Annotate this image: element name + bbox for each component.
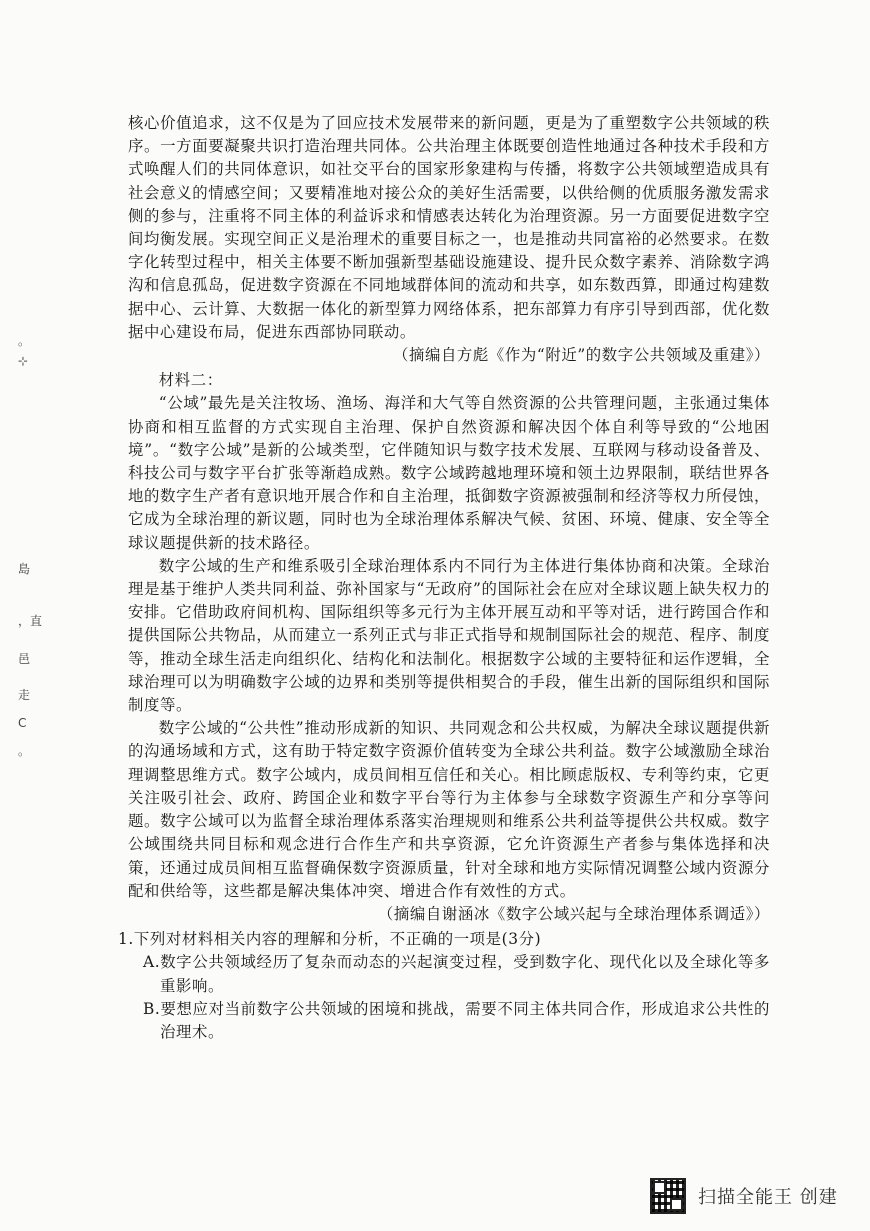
- question-stem: 1.下列对材料相关内容的理解和分析，不正确的一项是(3分): [118, 930, 542, 949]
- document-page: [118, 112, 770, 1044]
- material-two-paragraph-2: 数字公域的生产和维系吸引全球治理体系内不同行为主体进行集体协商和决策。全球治理是基于维护人类共同利益、弥补国家与“无政府”的国际社会在应对全球议题上缺失权力的安排。它借助政府间机构、国际组织等多元行为主体开展互动和平等对话，进行跨国合作和提供国际公共物品，从而建立一系列正式与非正式指导和规制国际社会的规范、程序、制度等，推动全球生活走向组织化、结构化和法制化。根据数字公域的主要特征和运作逻辑，全球治理可以为明确数字公域的边界和类别等提供相契合的手段，催生出新的国际组织和国际制度等。: [128, 556, 770, 715]
- margin-mark: 島: [18, 562, 31, 576]
- material-one-source: （摘编自方彪《作为“附近”的数字公共领域及重建》）: [392, 346, 770, 365]
- option-a: A.数字公共领域经历了复杂而动态的兴起演变过程，受到数字化、现代化以及全球化等多重影响。: [143, 953, 770, 995]
- qr-code-icon: [650, 1178, 686, 1214]
- scanner-watermark: [650, 1176, 860, 1216]
- margin-mark: ⊹: [18, 354, 29, 368]
- margin-mark: ，直: [18, 614, 43, 628]
- margin-mark: C: [18, 716, 27, 730]
- material-one-paragraph: 核心价值追求，这不仅是为了回应技术发展带来的新问题，更是为了重塑数字公共领域的秩序。一方面要凝聚共识打造治理共同体。公共治理主体既要创造性地通过各种技术手段和方式唤醒人们的共同体意识，如社交平台的国家形象建构与传播，将数字公共领域塑造成具有社会意义的情感空间；又要精准地对接公众的美好生活需要，以供给侧的优质服务激发需求侧的参与，注重将不同主体的利益诉求和情感表达转化为治理资源。另一方面要促进数字空间均衡发展。实现空间正义是治理术的重要目标之一，也是推动共同富裕的必然要求。在数字化转型过程中，相关主体要不断加强新型基础设施建设、提升民众数字素养、消除数字鸿沟和信息孤岛，促进数字资源在不同地域群体间的流动和共享，如东数西算，即通过构建数据中心、云计算、大数据一体化的新型算力网络体系，把东部算力有序引导到西部，优化数据中心建设布局，促进东西部协同联动。: [128, 114, 770, 341]
- margin-mark: 邑: [18, 652, 31, 666]
- margin-mark: 走: [18, 688, 31, 702]
- watermark-text: 扫描全能王 创建: [698, 1187, 838, 1208]
- material-two-paragraph-3: 数字公域的“公共性”推动形成新的知识、共同观念和公共权威，为解决全球议题提供新的沟通场域和方式，这有助于特定数字资源价值转变为全球公共利益。数字公域激励全球治理调整思维方式。数字公域内，成员间相互信任和关心。相比顾虑版权、专利等约束，它更关注吸引社会、政府、跨国企业和数字平台等行为主体参与全球数字资源生产和分享等问题。数字公域可以为监督全球治理体系落实治理规则和维系公共利益等提供公共权威。数字公域围绕共同目标和观念进行合作生产和共享资源，它允许资源生产者参与集体选择和决策，还通过成员间相互监督确保数字资源质量，针对全球和地方实际情况调整公域内资源分配和供给等，这些都是解决集体冲突、增进合作有效性的方式。: [128, 719, 770, 900]
- material-two-paragraph-1: “公域”最先是关注牧场、渔场、海洋和大气等自然资源的公共管理问题，主张通过集体协商和相互监督的方式实现自主治理、保护自然资源和解决因个体自利等导致的“公地困境”。“数字公域”是新的公域类型，它伴随知识与数字技术发展、互联网与移动设备普及、科技公司与数字平台扩张等渐趋成熟。数字公域跨越地理环境和领土边界限制，联结世界各地的数字生产者有意识地开展合作和自主治理，抵御数字资源被强制和经济等权力所侵蚀，它成为全球治理的新议题，同时也为全球治理体系解决气候、贫困、环境、健康、安全等全球议题提供新的技术路径。: [128, 394, 770, 552]
- margin-mark: 。: [18, 744, 31, 758]
- material-two-source: （摘编自谢涵冰《数字公域兴起与全球治理体系调适》）: [377, 904, 770, 923]
- option-b: B.要想应对当前数字公共领域的困境和挑战，需要不同主体共同合作，形成追求公共性的治理术。: [143, 999, 770, 1041]
- material-two-heading: 材料二：: [158, 371, 223, 390]
- margin-mark: 。: [18, 334, 31, 348]
